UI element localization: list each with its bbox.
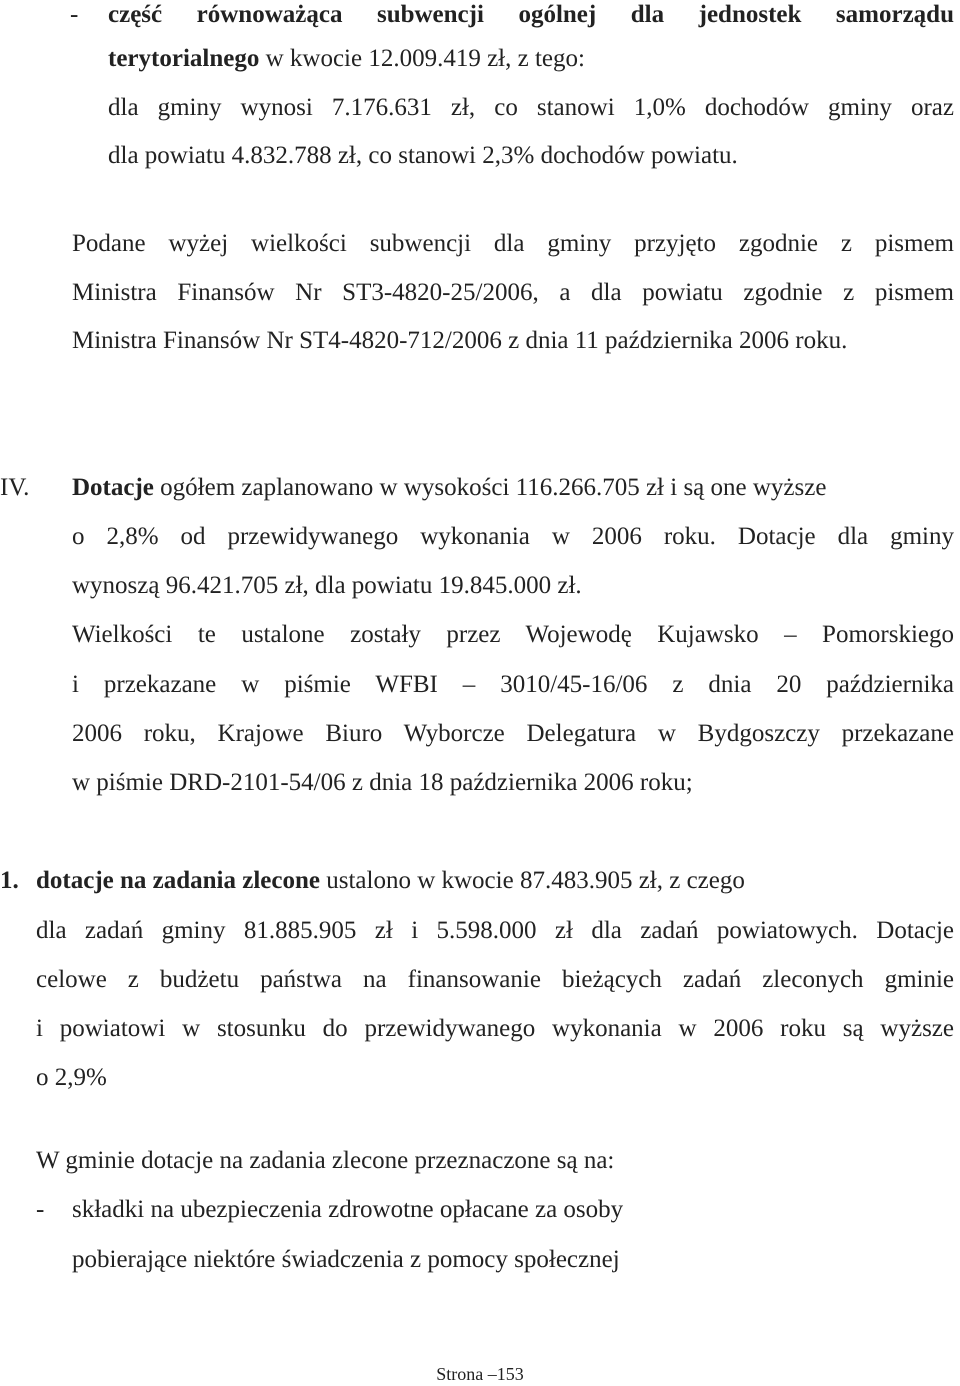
page-number: Strona –153: [436, 1364, 524, 1384]
paragraph-line: Dotacje ogółem zaplanowano w wysokości 116.266.705 zł i są one wyższe: [72, 474, 827, 501]
paragraph-line: pobierające niektóre świadczenia z pomocy społecznej: [72, 1246, 620, 1273]
paragraph-line: dotacje na zadania zlecone ustalono w kwocie 87.483.905 zł, z czego: [36, 867, 745, 894]
paragraph-line: i przekazane w piśmie WFBI – 3010/45-16/06 z dnia 20 października: [72, 671, 954, 698]
paragraph-line: i powiatowi w stosunku do przewidywanego wykonania w 2006 roku są wyższe: [36, 1015, 954, 1042]
paragraph-line: Ministra Finansów Nr ST3-4820-25/2006, a dla powiatu zgodnie z pismem: [72, 279, 954, 306]
paragraph-line: o 2,8% od przewidywanego wykonania w 2006 roku. Dotacje dla gminy: [72, 523, 954, 550]
paragraph-line: dla powiatu 4.832.788 zł, co stanowi 2,3% dochodów powiatu.: [108, 142, 738, 169]
paragraph-line: terytorialnego w kwocie 12.009.419 zł, z tego:: [108, 45, 585, 72]
paragraph-line: Ministra Finansów Nr ST4-4820-712/2006 z dnia 11 października 2006 roku.: [72, 327, 848, 354]
point-number: 1.: [0, 867, 19, 894]
paragraph-line: Podane wyżej wielkości subwencji dla gminy przyjęto zgodnie z pismem: [72, 230, 954, 257]
paragraph-line: wynoszą 96.421.705 zł, dla powiatu 19.845.000 zł.: [72, 572, 582, 599]
list-dash: -: [70, 1, 79, 28]
paragraph-line: 2006 roku, Krajowe Biuro Wyborcze Delegatura w Bydgoszczy przekazane: [72, 720, 954, 747]
paragraph-line: celowe z budżetu państwa na finansowanie bieżących zadań zleconych gminie: [36, 966, 954, 993]
paragraph-line: część równoważąca subwencji ogólnej dla jednostek samorządu: [108, 1, 954, 28]
paragraph-line: W gminie dotacje na zadania zlecone przeznaczone są na:: [36, 1147, 615, 1174]
paragraph-line: dla gminy wynosi 7.176.631 zł, co stanowi 1,0% dochodów gminy oraz: [108, 94, 954, 121]
paragraph-line: dla zadań gminy 81.885.905 zł i 5.598.000 zł dla zadań powiatowych. Dotacje: [36, 917, 954, 944]
paragraph-line: Wielkości te ustalone zostały przez Wojewodę Kujawsko – Pomorskiego: [72, 621, 954, 648]
paragraph-line: w piśmie DRD-2101-54/06 z dnia 18 października 2006 roku;: [72, 769, 693, 796]
paragraph-line: o 2,9%: [36, 1064, 107, 1091]
list-dash: -: [36, 1196, 45, 1223]
section-number: IV.: [0, 474, 30, 501]
paragraph-line: składki na ubezpieczenia zdrowotne opłacane za osoby: [72, 1196, 624, 1223]
